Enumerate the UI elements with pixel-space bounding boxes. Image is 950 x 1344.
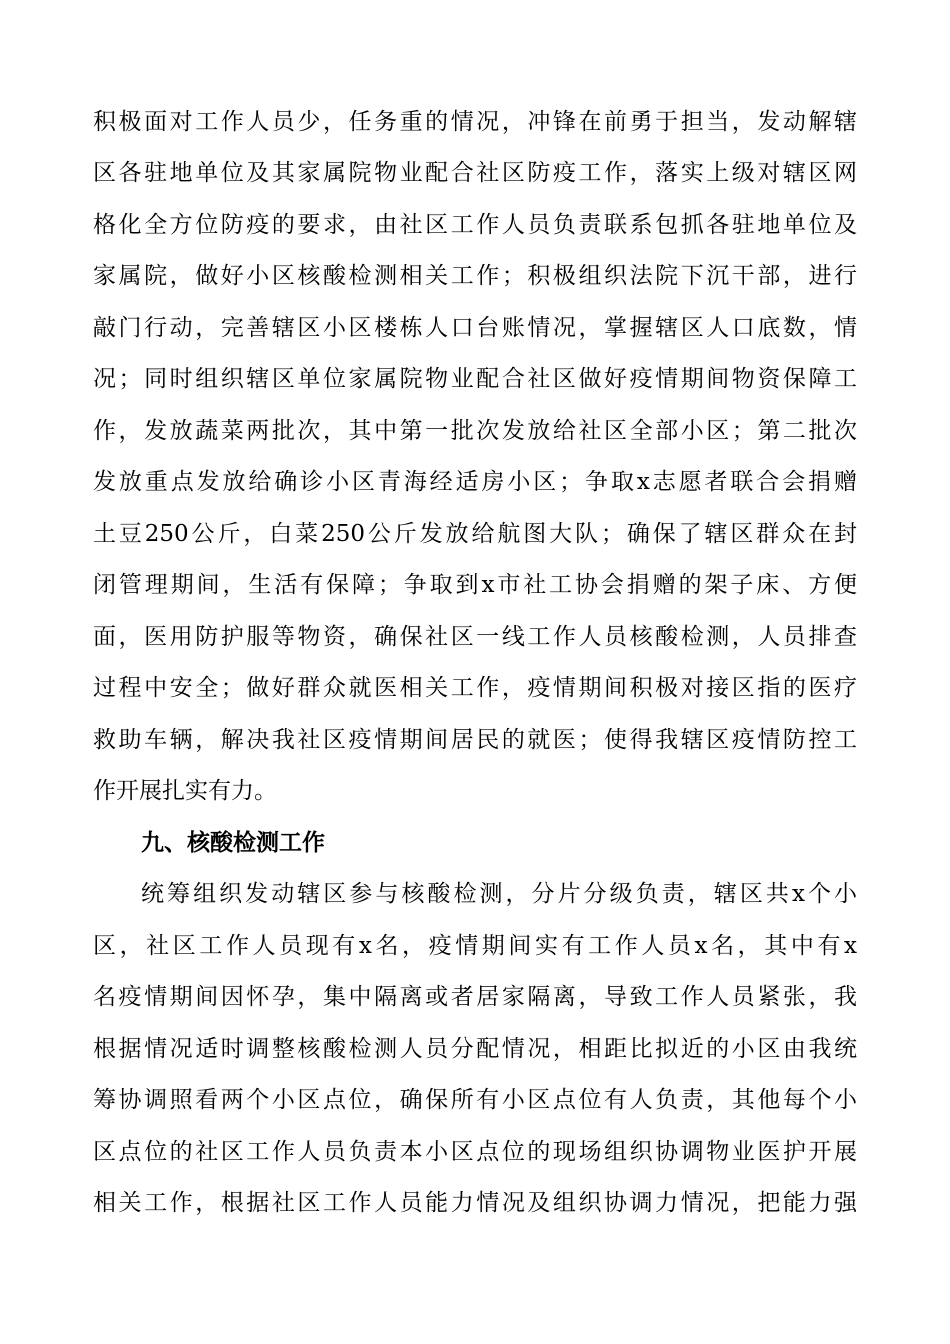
- paragraph-line: 统筹组织发动辖区参与核酸检测，分片分级负责，辖区共x个小: [141, 881, 857, 907]
- paragraph-line: 积极面对工作人员少，任务重的情况，冲锋在前勇于担当，发动解辖: [93, 109, 857, 135]
- paragraph-line: 过程中安全；做好群众就医相关工作，疫情期间积极对接区指的医疗: [93, 675, 857, 701]
- paragraph-line: 面，医用防护服等物资，确保社区一线工作人员核酸检测，人员排查: [93, 624, 857, 650]
- paragraph-line: 区，社区工作人员现有x名，疫情期间实有工作人员x名，其中有x: [93, 933, 857, 959]
- paragraph-line: 闭管理期间，生活有保障；争取到x市社工协会捐赠的架子床、方便: [93, 572, 857, 598]
- paragraph-line: 筹协调照看两个小区点位，确保所有小区点位有人负责，其他每个小: [93, 1087, 857, 1113]
- paragraph-line: 区各驻地单位及其家属院物业配合社区防疫工作，落实上级对辖区网: [93, 160, 857, 186]
- paragraph-line: 发放重点发放给确诊小区青海经适房小区；争取x志愿者联合会捐赠: [93, 469, 857, 495]
- section-heading: 九、核酸检测工作: [141, 830, 325, 856]
- paragraph-line: 根据情况适时调整核酸检测人员分配情况，相距比拟近的小区由我统: [93, 1036, 857, 1062]
- paragraph-line: 名疫情期间因怀孕，集中隔离或者居家隔离，导致工作人员紧张，我: [93, 984, 857, 1010]
- paragraph-line: 作，发放蔬菜两批次，其中第一批次发放给社区全部小区；第二批次: [93, 418, 857, 444]
- paragraph-line: 敲门行动，完善辖区小区楼栋人口台账情况，掌握辖区人口底数，情: [93, 315, 857, 341]
- paragraph-line: 区点位的社区工作人员负责本小区点位的现场组织协调物业医护开展: [93, 1139, 857, 1165]
- paragraph-line: 家属院，做好小区核酸检测相关工作；积极组织法院下沉干部，进行: [93, 263, 857, 289]
- paragraph-line: 救助车辆，解决我社区疫情期间居民的就医；使得我辖区疫情防控工: [93, 727, 857, 753]
- paragraph-line: 作开展扎实有力。: [93, 778, 277, 804]
- paragraph-line: 相关工作，根据社区工作人员能力情况及组织协调力情况，把能力强: [93, 1190, 857, 1216]
- paragraph-line: 况；同时组织辖区单位家属院物业配合社区做好疫情期间物资保障工: [93, 366, 857, 392]
- paragraph-line: 土豆250公斤，白菜250公斤发放给航图大队；确保了辖区群众在封: [93, 521, 857, 547]
- paragraph-line: 格化全方位防疫的要求，由社区工作人员负责联系包抓各驻地单位及: [93, 212, 857, 238]
